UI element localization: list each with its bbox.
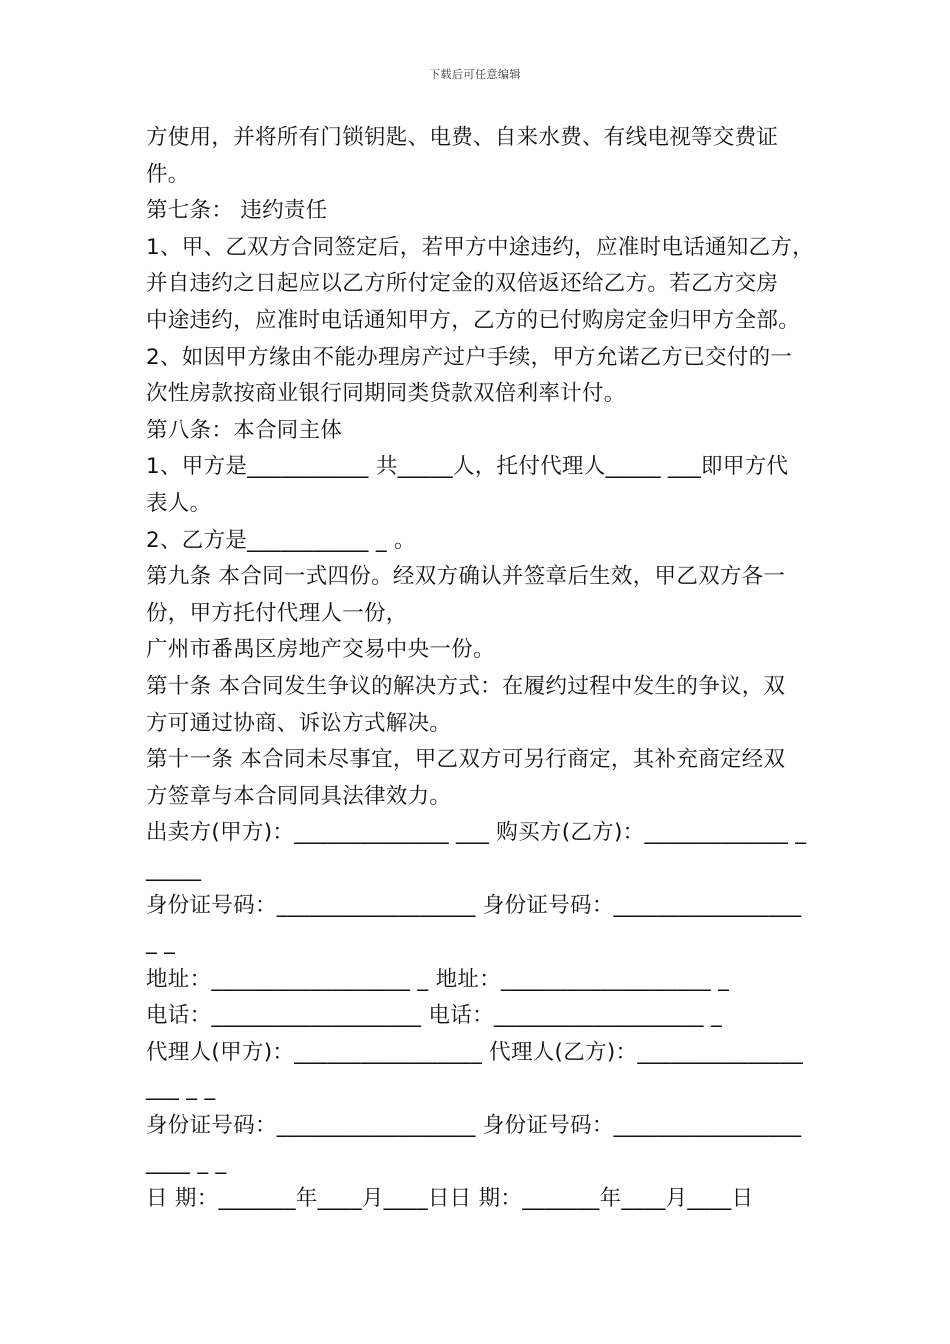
- text-line: 表人。: [146, 490, 212, 516]
- text-line: 份，甲方托付代理人一份，: [146, 600, 408, 626]
- text-line: 中途违约，应准时电话通知甲方，乙方的已付购房定金归甲方全部。: [146, 307, 801, 333]
- text-line: 2、乙方是___________ _ 。: [146, 527, 416, 553]
- contract-body: [146, 120, 836, 1218]
- id-number-line: 身份证号码：__________________ 身份证号码：_________________: [146, 893, 802, 919]
- text-line: 广州市番禺区房地产交易中央一份。: [146, 637, 495, 663]
- text-line: 1、甲、乙双方合同签定后，若甲方中途违约，应准时电话通知乙方，: [146, 234, 814, 260]
- text-line: 方可通过协商、诉讼方式解决。: [146, 710, 452, 736]
- agent-line: 代理人(甲方)：_________________ 代理人(乙方)：_______________: [146, 1039, 804, 1065]
- article-9-line: 第九条 本合同一式四份。经双方确认并签章后生效，甲乙双方各一: [146, 564, 786, 590]
- id-number-line: 身份证号码：__________________ 身份证号码：_________________: [146, 1113, 802, 1139]
- address-line: 地址：__________________ _ 地址：___________________ _: [146, 966, 730, 992]
- text-line: 方签章与本合同同具法律效力。: [146, 783, 452, 809]
- article-7-heading: 第七条： 违约责任: [146, 198, 328, 224]
- text-line: _ _: [146, 930, 176, 956]
- text-line: 2、如因甲方缘由不能办理房产过户手续，甲方允诺乙方已交付的一: [146, 344, 793, 370]
- date-line: 日 期：_______年____月____日日 期：_______年____月____日: [146, 1186, 754, 1212]
- article-11-line: 第十一条 本合同未尽事宜，甲乙双方可另行商定，其补充商定经双: [146, 747, 786, 773]
- page-header: 下载后可任意编辑: [429, 68, 521, 81]
- text-line: 1、甲方是___________ 共_____人，托付代理人_____ ___即甲方代: [146, 454, 789, 480]
- phone-line: 电话：___________________ 电话：___________________ _: [146, 1003, 723, 1029]
- text-line: 并自违约之日起应以乙方所付定金的双倍返还给乙方。若乙方交房: [146, 271, 779, 297]
- text-line: 件。: [146, 161, 190, 187]
- text-line: 次性房款按商业银行同期同类贷款双倍利率计付。: [146, 381, 626, 407]
- article-8-heading: 第八条：本合同主体: [146, 417, 343, 443]
- text-line: ____ _ _: [146, 1149, 227, 1175]
- seller-buyer-line: 出卖方(甲方)：______________ ___ 购买方(乙方)：_____________ _: [146, 820, 807, 846]
- text-line: _____: [146, 856, 202, 882]
- text-line: 方使用，并将所有门锁钥匙、电费、自来水费、有线电视等交费证: [146, 125, 779, 150]
- article-10-line: 第十条 本合同发生争议的解决方式：在履约过程中发生的争议，双: [146, 673, 786, 699]
- text-line: ___ _ _: [146, 1076, 216, 1102]
